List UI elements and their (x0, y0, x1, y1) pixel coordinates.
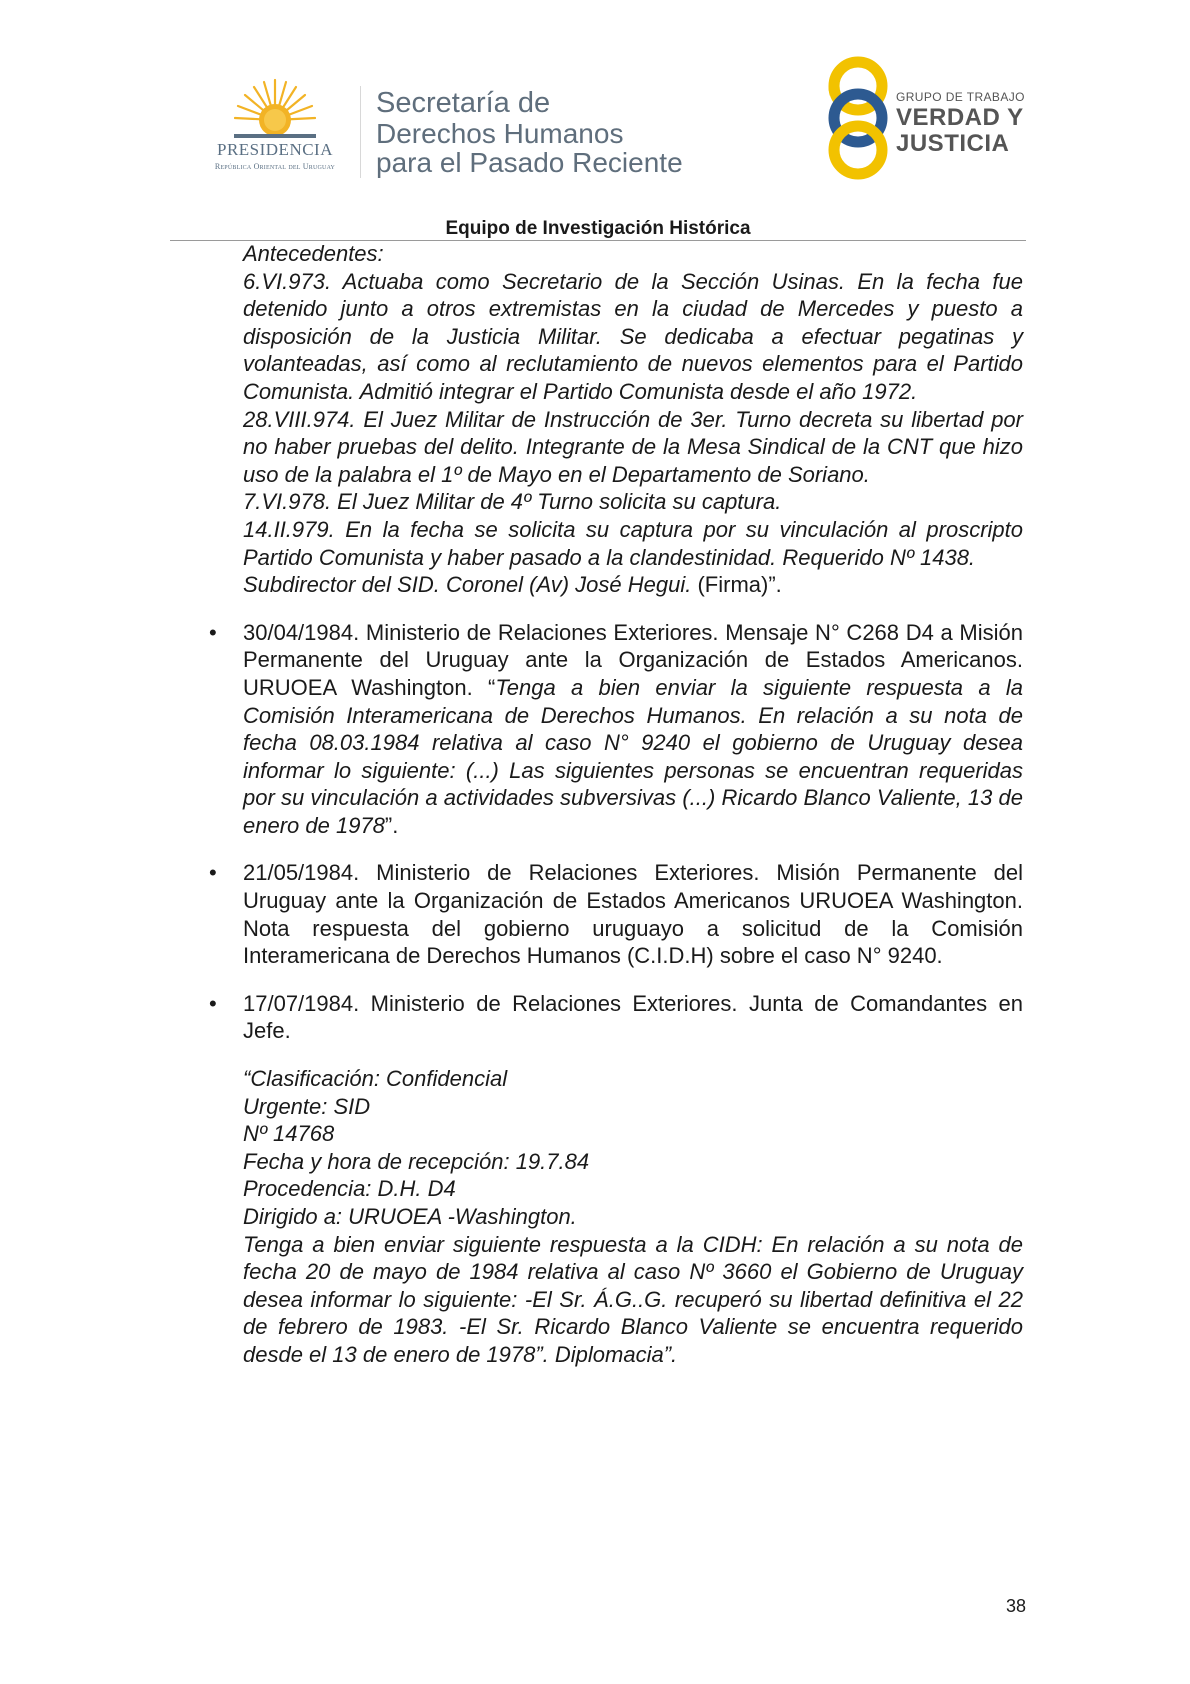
bullet-icon: • (209, 990, 217, 1016)
list-item-text: 21/05/1984. Ministerio de Relaciones Exteriores. Misión Permanente del Uruguay ante la Organización de Estados Americanos URUOEA Washington. Nota respuesta del gobierno uruguayo a solicitud de la Comisión Interamericana de Derechos Humanos (C.I.D.H) sobre el caso N° 9240. (243, 860, 1023, 969)
quote-line-4: Fecha y hora de recepción: 19.7.84 (243, 1148, 590, 1174)
presidencia-name: PRESIDENCIA (216, 140, 333, 159)
list-item (209, 859, 1023, 969)
quote-line-5: Procedencia: D.H. D4 (243, 1176, 456, 1202)
item1-quote: Tenga a bien enviar la siguiente respuesta a la Comisión Interamericana de Derechos Humanos. En relación a su nota de fecha 08.03.1984 relativa al caso N° 9240 el gobierno de Uruguay desea informar lo siguiente: (...) Las siguientes personas se encuentran requeridas por su vinculación a actividades subversivas (...) Ricardo Blanco Valiente, 13 de enero de 1978 (243, 674, 1023, 838)
quote-paragraph: Tenga a bien enviar siguiente respuesta a la CIDH: En relación a su nota de fecha 20 de mayo de 1984 relativa al caso Nº 3660 el Gobierno de Uruguay desea informar lo siguiente: -El Sr. Á.G..G. recuperó su libertad definitiva el 22 de febrero de 1983. -El Sr. Ricardo Blanco Valiente se encuentra requerido desde el 13 de enero de 1978”. Diplomacia”. (243, 1231, 1023, 1367)
interlocked-rings-icon (822, 56, 894, 180)
verdad-justicia-logo (822, 56, 1032, 180)
verdad-label: VERDAD Y (896, 104, 1024, 131)
antecedentes-entry-2: 28.VIII.974. El Juez Militar de Instrucción de 3er. Turno decreta su libertad por no haber pruebas del delito. Integrante de la Mesa Sindical de la CNT que hizo uso de la palabra el 1º de Mayo en el Departamento de Soriano. (243, 406, 1023, 487)
list-item-text: 17/07/1984. Ministerio de Relaciones Exteriores. Junta de Comandantes en Jefe. (243, 990, 1023, 1044)
sun-emblem-icon (234, 78, 316, 138)
presidencia-subtitle: República Oriental del Uruguay (214, 162, 336, 171)
list-item-text (243, 619, 1023, 840)
quote-line-2: Urgente: SID (243, 1093, 371, 1119)
grupo-trabajo-label: GRUPO DE TRABAJO (896, 90, 1025, 104)
antecedentes-signature (243, 571, 1023, 599)
list-item (209, 990, 1023, 1045)
quote-line-3: Nº 14768 (243, 1121, 335, 1147)
presidencia-logo (196, 78, 354, 178)
antecedentes-entry-3: 7.VI.978. El Juez Militar de 4º Turno solicita su captura. (243, 489, 782, 515)
list-item (209, 619, 1023, 840)
document-body (209, 240, 1023, 1369)
secretaria-line-1: Secretaría de (376, 87, 551, 119)
item1-end: ”. (384, 812, 399, 838)
bullet-icon: • (209, 860, 217, 886)
header-divider (360, 86, 361, 178)
signature-normal: (Firma)”. (691, 572, 782, 598)
item1-normal: 30/04/1984. Ministerio de Relaciones Exteriores. Mensaje N° C268 D4 a Misión Permanente del Uruguay ante la Organización de Estados Americanos. URUOEA Washington. “ (243, 619, 1023, 700)
bullet-icon: • (209, 619, 217, 645)
antecedentes-entry-1: 6.VI.973. Actuaba como Secretario de la Sección Usinas. En la fecha fue detenido junto a otros extremistas en la ciudad de Mercedes y puesto a disposición de la Justicia Militar. Se dedicaba a efectuar pegatinas y volanteadas, así como al reclutamiento de nuevos elementos para el Partido Comunista. Admitió integrar el Partido Comunista desde el año 1972. (243, 268, 1023, 404)
team-title: Equipo de Investigación Histórica (445, 218, 751, 239)
secretaria-line-2: Derechos Humanos (376, 118, 624, 149)
quote-line-1: “Clasificación: Confidencial (243, 1066, 508, 1092)
signature-italic: Subdirector del SID. Coronel (Av) José Hegui. (243, 572, 692, 598)
secretaria-logo-text (376, 88, 716, 177)
antecedentes-entry-4: 14.II.979. En la fecha se solicita su captura por su vinculación al proscripto Partido Comunista y haber pasado a la clandestinidad. Requerido Nº 1438. (243, 516, 1023, 570)
quote-line-6: Dirigido a: URUOEA -Washington. (243, 1204, 577, 1229)
secretaria-line-3: para el Pasado Reciente (376, 147, 683, 178)
quoted-message (243, 1065, 1023, 1369)
justicia-label: JUSTICIA (896, 130, 1010, 157)
page-number: 38 (1005, 1596, 1026, 1616)
antecedentes-heading: Antecedentes: (243, 241, 384, 266)
